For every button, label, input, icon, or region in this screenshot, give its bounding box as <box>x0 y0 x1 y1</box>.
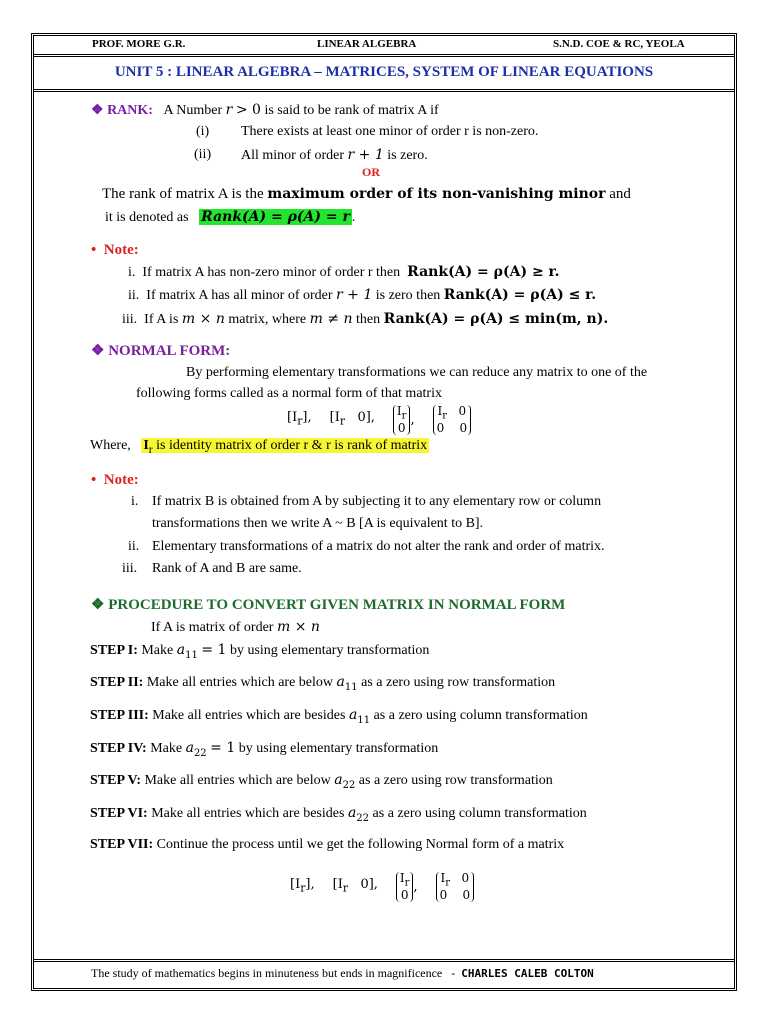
rank-cond1-num: (i) <box>196 124 210 139</box>
rank-denoted-post: . <box>351 210 356 225</box>
step-text: as a zero using row transformation <box>358 773 553 788</box>
step-var: a <box>336 674 345 690</box>
step-var: a <box>185 740 194 756</box>
where-sym: I <box>143 438 149 453</box>
step-eq: = 1 <box>201 642 227 658</box>
header-author: PROF. MORE G.R. <box>92 38 186 50</box>
rank-line <box>91 102 439 119</box>
step-label: STEP IV: <box>90 741 147 756</box>
note2-item-1-num: i. <box>131 494 139 509</box>
rank-def-post: and <box>609 186 631 202</box>
diamond-icon: ❖ <box>91 103 104 118</box>
rank-cond2-post: is zero. <box>387 148 428 163</box>
step-text: Make all entries which are below <box>144 773 331 788</box>
form-ir-zero <box>333 878 378 895</box>
form-text: [I <box>332 877 343 893</box>
procedure-order <box>151 619 320 636</box>
rank-cond2-pre: All minor of order <box>241 148 345 163</box>
procedure-step <box>90 772 553 791</box>
form-text: I <box>399 870 405 885</box>
where-highlight <box>141 438 429 456</box>
form-text: [I <box>290 877 301 893</box>
form-text: 0 <box>462 888 471 903</box>
rank-cond2-math: r + 1 <box>347 147 384 163</box>
note2-item-3-line1: Rank of A and B are same. <box>152 561 302 576</box>
form-text: , <box>410 412 415 428</box>
step-var: a <box>334 772 343 788</box>
procedure-order-pre: If A is matrix of order <box>151 620 274 635</box>
header-subject: LINEAR ALGEBRA <box>317 38 417 50</box>
note2-item-1-line1: If matrix B is obtained from A by subjecting it to any elementary row or column <box>152 494 602 509</box>
diamond-icon: ❖ <box>91 343 105 359</box>
form-sub: r <box>442 410 448 422</box>
note2-heading: Note: <box>103 472 139 488</box>
form-sub: r <box>445 877 451 889</box>
normal-form-heading-line <box>91 343 230 360</box>
form-block-matrix <box>433 405 472 435</box>
step-sub: 22 <box>356 812 370 824</box>
step-var: a <box>348 707 358 723</box>
rank-def-pre: The rank of matrix A is the <box>102 186 264 202</box>
form-text: I <box>437 403 443 418</box>
step-label: STEP II: <box>90 675 144 690</box>
step-text: Make all entries which are below <box>146 675 334 690</box>
form-text: 0 <box>439 888 448 903</box>
form-text: 0 <box>397 421 406 436</box>
step-label: STEP III: <box>90 708 149 723</box>
rank-definition <box>102 186 631 203</box>
step-var: a <box>347 805 357 821</box>
title-divider <box>34 89 734 92</box>
form-text: 0], <box>360 877 378 893</box>
rank-denoted-pre: it is denoted as <box>105 210 189 225</box>
note1-item-2 <box>128 287 596 304</box>
note1-item-text: If matrix A has non-zero minor of order r then <box>142 265 401 280</box>
step-label: STEP V: <box>90 773 141 788</box>
step-sub: 11 <box>185 649 198 661</box>
note1-item-3 <box>122 311 608 328</box>
step-sub: 22 <box>193 747 207 759</box>
note1-heading-line <box>91 242 139 259</box>
note1-item-text: is zero then <box>375 288 441 303</box>
normal-forms-row-2 <box>290 870 474 904</box>
step-sub: 22 <box>342 779 356 791</box>
where-label: Where, <box>90 438 131 453</box>
form-sub: r <box>297 415 303 429</box>
note1-heading: Note: <box>103 242 139 258</box>
procedure-heading: PROCEDURE TO CONVERT GIVEN MATRIX IN NORMAL FORM <box>108 597 566 613</box>
rank-denoted <box>105 209 355 226</box>
procedure-step <box>90 805 587 824</box>
note1-item-text: matrix, where <box>228 312 307 327</box>
bullet-icon: • <box>91 242 97 258</box>
form-text: 0 <box>458 403 467 418</box>
step-label: STEP I: <box>90 643 138 658</box>
form-column-matrix <box>396 872 418 902</box>
normal-form-line1: By performing elementary transformations we can reduce any matrix to one of the <box>186 365 648 380</box>
note1-item-text: If A is <box>144 312 179 327</box>
step-sub: 11 <box>344 681 358 693</box>
rank-heading: RANK: <box>107 103 153 118</box>
note1-item-text: If matrix A has all minor of order <box>146 288 333 303</box>
normal-form-line2: following forms called as a normal form of that matrix <box>136 386 442 401</box>
form-text: [I <box>329 410 340 426</box>
where-line <box>90 438 429 456</box>
form-column-matrix <box>393 405 415 435</box>
form-sub: r <box>401 410 407 422</box>
form-text: I <box>440 870 446 885</box>
normal-forms-row-1 <box>287 403 471 437</box>
diamond-icon: ❖ <box>91 597 105 613</box>
note1-item-num: iii. <box>122 312 138 327</box>
procedure-heading-line <box>91 597 565 614</box>
form-text: , <box>413 879 418 895</box>
step-var: a <box>176 642 186 658</box>
footer-divider <box>34 959 734 962</box>
form-text: 0 <box>400 888 409 903</box>
form-text: 0 <box>436 421 445 436</box>
note2-heading-line <box>91 472 139 489</box>
note1-item-1 <box>128 264 560 281</box>
note2-item-3-num: iii. <box>122 561 138 576</box>
footer-line <box>91 967 594 981</box>
step-label: STEP VII: <box>90 837 154 852</box>
note1-item-math: m ≠ n <box>309 311 353 327</box>
note1-item-formula: Rank(A) = ρ(A) ≥ r. <box>407 264 560 280</box>
form-text: [I <box>287 410 298 426</box>
step-text: as a zero using row transformation <box>361 675 556 690</box>
form-ir <box>287 411 312 428</box>
note2-item-2-num: ii. <box>128 539 140 554</box>
procedure-step <box>90 740 438 759</box>
step-eq: = 1 <box>210 740 236 756</box>
procedure-order-math: m × n <box>276 619 320 635</box>
or-label: OR <box>362 165 380 179</box>
rank-cond2 <box>241 147 428 164</box>
form-text: ], <box>302 410 312 426</box>
step-text: as a zero using column transformation <box>372 806 587 821</box>
step-text: by using elementary transformation <box>238 741 439 756</box>
form-text: I <box>396 403 402 418</box>
procedure-step <box>90 837 564 853</box>
note1-item-formula: Rank(A) = ρ(A) ≤ r. <box>443 287 597 303</box>
footer-dash: - <box>451 966 456 980</box>
rank-intro-tail: is said to be rank of matrix A if <box>264 103 439 118</box>
step-text: Make <box>141 643 174 658</box>
step-text: Make <box>150 741 183 756</box>
form-sub: r <box>342 882 349 896</box>
rank-cond2-num: (ii) <box>194 147 212 162</box>
note1-item-num: i. <box>128 265 136 280</box>
procedure-step <box>90 674 555 693</box>
note2-item-2-line1: Elementary transformations of a matrix do not alter the rank and order of matrix. <box>152 539 605 554</box>
step-label: STEP VI: <box>90 806 148 821</box>
header-college: S.N.D. COE & RC, YEOLA <box>553 38 685 50</box>
note1-item-math: r + 1 <box>336 287 373 303</box>
footer-author: CHARLES CALEB COLTON <box>461 967 594 980</box>
step-text: by using elementary transformation <box>229 643 430 658</box>
normal-form-heading: NORMAL FORM: <box>108 343 231 359</box>
step-sub: 11 <box>357 714 371 726</box>
rank-cond1: There exists at least one minor of order r is non-zero. <box>241 124 539 139</box>
where-text: is identity matrix of order r & r is rank of matrix <box>156 438 428 453</box>
where-sub: r <box>148 442 153 456</box>
form-text: 0], <box>357 410 375 426</box>
procedure-step <box>90 642 429 661</box>
unit-title: UNIT 5 : LINEAR ALGEBRA – MATRICES, SYSTEM OF LINEAR EQUATIONS <box>114 64 654 80</box>
form-block-matrix <box>436 872 475 902</box>
rank-intro: A Number <box>163 103 223 118</box>
note1-item-math: m × n <box>181 311 225 327</box>
form-ir-zero <box>330 411 375 428</box>
form-ir <box>290 878 315 895</box>
footer-quote: The study of mathematics begins in minuteness but ends in magnificence <box>91 966 443 980</box>
form-text: 0 <box>461 870 470 885</box>
note1-item-num: ii. <box>128 288 140 303</box>
note1-item-text: then <box>356 312 381 327</box>
form-text: ], <box>305 877 315 893</box>
form-text: 0 <box>459 421 468 436</box>
rank-intro-gt: > 0 <box>235 102 261 118</box>
rank-def-bold: maximum order of its non-vanishing minor <box>267 186 606 202</box>
note2-item-1-line2: transformations then we write A ~ B [A is equivalent to B]. <box>152 516 484 531</box>
bullet-icon: • <box>91 472 97 488</box>
header-divider <box>34 54 734 57</box>
note1-item-formula: Rank(A) = ρ(A) ≤ min(m, n). <box>383 311 609 327</box>
rank-formula-highlight: Rank(A) = ρ(A) = r <box>201 209 350 225</box>
rank-intro-var: r <box>225 102 233 118</box>
form-sub: r <box>404 877 410 889</box>
procedure-step <box>90 707 588 726</box>
step-text: Make all entries which are besides <box>152 708 346 723</box>
form-sub: r <box>300 882 306 896</box>
step-text: as a zero using column transformation <box>373 708 588 723</box>
form-sub: r <box>339 415 346 429</box>
step-text: Make all entries which are besides <box>151 806 345 821</box>
step-text: Continue the process until we get the following Normal form of a matrix <box>156 837 565 852</box>
